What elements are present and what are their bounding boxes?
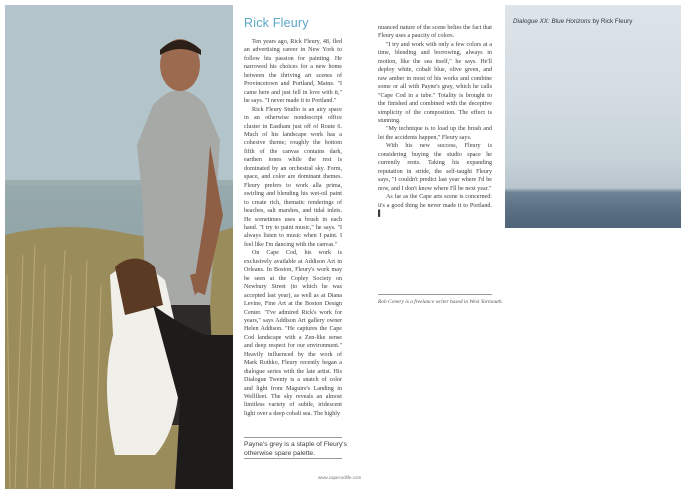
byline-rule	[378, 294, 492, 295]
article-paragraph: "I try and work with only a few colors at a time, blending and borrowing, always in motion, like the sea itself," he says. He'll deploy white, cobalt blue, olive green, and raw amber in most of his works and combine some or all with Payne's gray, which he calls "Cape Cod in a tube." Totality is brought to the finished and combined with the deceptive simplicity of the composition. The effect is stunning.	[378, 41, 492, 124]
article-paragraph: With his new success, Fleury is considering buying the studio space he currently rents. Taking his expanding reputation in stride, the self-taught Fleury says, "I couldn't predict last year where I'd be now, and I don't know where I'll be next year."	[378, 143, 492, 192]
artist-with-dog-illustration	[5, 5, 233, 489]
painting-title-artist: by Rick Fleury	[590, 18, 633, 25]
footer-url: www.capecodlife.com	[318, 475, 362, 480]
article-paragraph: Ten years ago, Rick Fleury, 48, fled an advertising career in New York to follow his passion for painting. He narrowed his choices for a new home between the thriving art scenes of Provincetown and Portland, Maine. "I came here and just fell in love with it," he says. "I never made it to Portland."	[244, 39, 342, 105]
caption-bottom-rule	[244, 458, 342, 459]
article-column-1	[244, 38, 342, 418]
article-paragraph	[378, 193, 492, 218]
article-paragraph: "My technique is to load up the brush and let the accidents happen," Fleury says.	[378, 126, 492, 141]
artist-photo	[5, 5, 233, 489]
painting-title-italic: Dialogue XX: Blue Horizons	[513, 18, 591, 25]
article-title: Rick Fleury	[244, 16, 309, 30]
article-paragraph: Rick Fleury Studio is an airy space in an otherwise nondescript office cluster in Eastham just off of Route 6. Much of his landscape work has a cohesive theme; roughly the bottom fifth of the canvas contains dark, earthen tones while the rest is dominated by an orchestral sky. Form, space, and color are dominant themes. Fleury prefers to work alla prima, swirling and blending his wet-oil paint to create rich, thematic renderings of beaches, salt marshes, and tidal inlets. He sometimes uses a brush in each hand. "I try to paint music," he says. "I always listen to music when I paint. I feel like I'm dancing with the canvas."	[244, 106, 342, 248]
closing-text: As far as the Cape arts scene is concerned: it's a good thing he never made it to Portland.	[378, 194, 492, 209]
author-byline: Rob Conery is a freelance writer based in West Yarmouth.	[378, 299, 503, 305]
painting-image	[505, 5, 681, 228]
article-paragraph: On Cape Cod, his work is exclusively available at Addison Art in Orleans. In Boston, Fleury's work may be seen at the Copley Society on Newbury Street (to which he was accepted last year), as well as at Diana Levine, Fine Art at the Boston Design Center. "I've admired Rick's work for years," says Addison Art gallery owner Helen Addison. "He captures the Cape Cod landscape with a Zen-like sense and deep respect for our environment." Heavily influenced by the work of Mark Rothko, Fleury recently began a dialogue series with the late artist. His Dialogue Twenty is a snatch of color and light from Maguire's Landing in Wellfleet. The sky reveals an almost limitless variety of subtle, iridescent light over a deep cobalt sea. The highly	[244, 250, 342, 417]
caption-top-rule	[244, 437, 342, 438]
photo-caption: Payne's grey is a staple of Fleury's otherwise spare palette.	[244, 441, 347, 457]
end-mark-icon: ▌	[378, 210, 383, 217]
painting-title	[513, 18, 632, 25]
article-column-2	[378, 24, 492, 218]
article-paragraph: nuanced nature of the scene belies the fact that Fleury uses a paucity of colors.	[378, 25, 492, 40]
